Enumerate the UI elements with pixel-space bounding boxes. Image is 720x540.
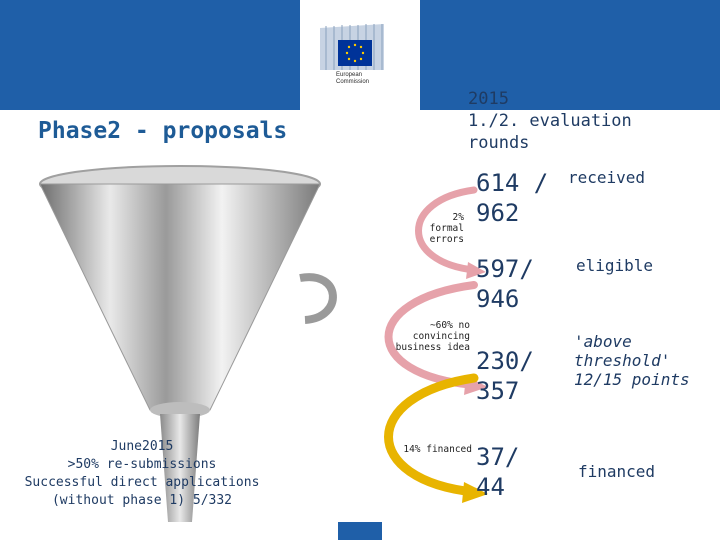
desc-received: received [568,168,646,187]
count-financed: 37/ 44 [476,443,520,501]
logo-line-1: European [336,72,363,78]
logo-line-2: Commission [336,79,370,85]
label-formal-errors: 2% formal errors [429,212,464,245]
evaluation-rounds-heading: 2015 1./2. evaluation rounds [468,89,632,153]
desc-eligible: eligible [576,256,654,275]
footer-eu-flag-icon [338,522,382,540]
june-note-line-4: (without phase 1) 5/332 [51,493,232,508]
count-received: 614 / 962 [476,169,549,227]
desc-above-threshold: 'above threshold' 12/15 points [574,332,690,389]
count-above-threshold: 230/ 357 [476,347,534,405]
june-note-line-2: >50% re-submissions [67,457,217,472]
page-title: Phase2 - proposals [38,118,288,144]
label-no-business-idea: ~60% no convincing business idea [395,320,470,353]
label-financed-share: 14% financed [403,444,472,455]
desc-financed: financed [578,462,656,481]
june-note-line-1: June2015 [110,439,174,454]
curved-arrow-financed [389,378,475,492]
june-note-line-3: Successful direct applications [24,475,260,490]
count-eligible: 597/ 946 [476,255,534,313]
